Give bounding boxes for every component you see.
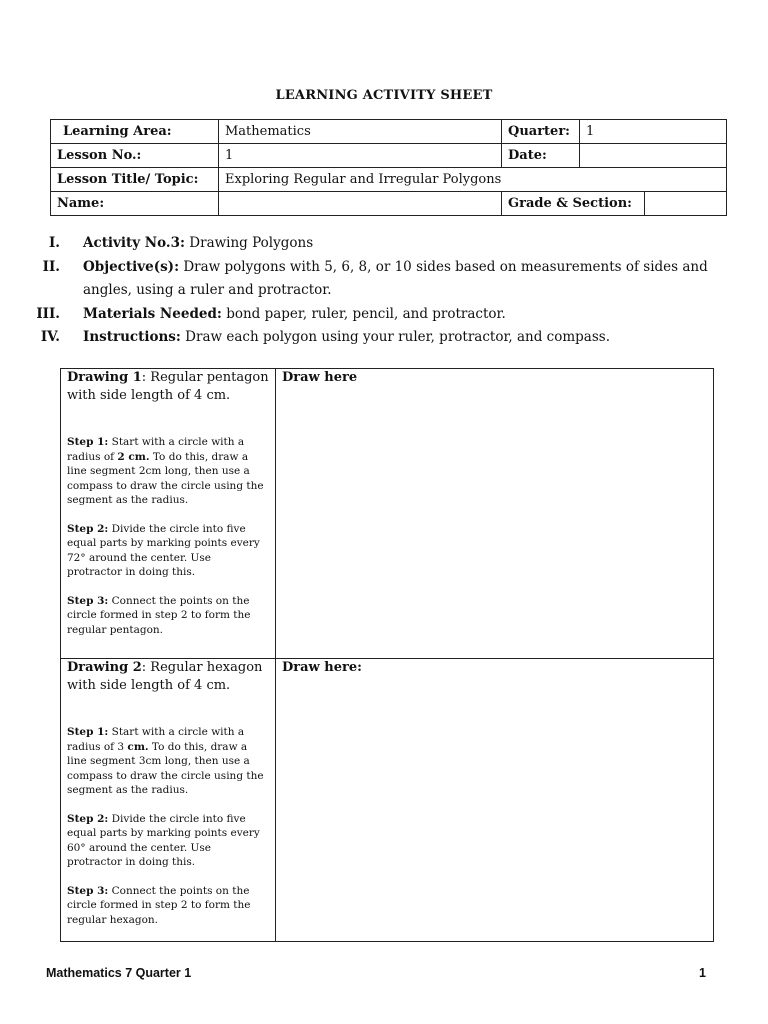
grade-section-label: Grade & Section: [502,192,645,216]
name-label: Name: [51,192,219,216]
table-row [51,192,727,216]
drawing-1-heading [67,369,269,405]
step-label: Step 2: [67,812,109,825]
page-footer [46,966,706,980]
table-row [51,144,727,168]
section-instructions [30,326,730,350]
learning-area-label: Learning Area: [51,120,219,144]
drawing-2-draw-area-label: Draw here: [282,660,362,675]
section-number: III. [36,305,60,322]
drawing-2-instructions [67,659,269,927]
lesson-title-label: Lesson Title/ Topic: [51,168,219,192]
learning-area-value: Mathematics [219,120,502,144]
step-text: Start with a circle with a radius of 3 [67,726,245,753]
step-label: Step 1: [67,436,109,448]
step-text: To do this, draw a line segment 2cm long, then use a compass to draw the circle using the segment as the radius. [67,450,264,506]
section-number: IV. [40,329,60,345]
step-text-bold: cm. [127,740,149,753]
section-text: Draw polygons with 5, 6, 8, or 10 sides based on measurements of sides and angles, using a ruler and protractor. [83,258,708,298]
grade-section-field[interactable] [645,192,727,216]
footer-text: Mathematics 7 Quarter 1 [46,966,192,980]
section-number: II. [42,258,60,275]
section-text: Drawing Polygons [185,235,314,251]
step-1 [67,725,269,798]
quarter-label: Quarter: [502,120,580,144]
step-label: Step 1: [67,726,109,738]
name-field[interactable] [219,192,502,216]
lesson-info-table [50,119,727,216]
drawing-2-heading [67,659,269,695]
drawing-label: Drawing 2 [67,660,142,675]
step-label: Step 3: [67,884,109,897]
step-2 [67,812,269,870]
section-activity [30,232,730,256]
step-label: Step 3: [67,594,109,607]
section-label: Materials Needed: [83,305,222,322]
section-objectives [30,256,730,303]
step-text: Connect the points on the circle formed in step 2 to form the regular hexagon. [67,884,251,926]
section-label: Objective(s): [83,258,180,275]
section-materials [30,303,730,327]
section-number: I. [48,235,60,251]
instruction-sections [30,232,730,350]
drawing-1-instructions [67,369,269,637]
step-3 [67,884,269,928]
lesson-no-value: 1 [219,144,502,168]
step-1 [67,435,269,508]
drawing-description: : Regular pentagon with side length of 4 cm. [67,370,269,403]
table-row [51,168,727,192]
section-text: bond paper, ruler, pencil, and protractor. [221,305,506,322]
lesson-title-value: Exploring Regular and Irregular Polygons [219,168,727,192]
step-text: Start with a circle with a radius of [67,436,245,463]
drawing-description: : Regular hexagon with side length of 4 cm. [67,660,263,693]
page-number: 1 [699,966,706,980]
step-3 [67,594,269,638]
section-label: Activity No.3: [83,235,185,251]
step-text: Divide the circle into five equal parts by marking points every 60° around the center. Use protractor in doing this. [67,812,260,868]
drawing-1-draw-area-label: Draw here [282,370,358,385]
drawing-label: Drawing 1 [67,370,142,385]
step-label: Step 2: [67,522,109,535]
section-label: Instructions: [83,329,181,345]
date-label: Date: [502,144,580,168]
step-text-bold: 2 cm. [117,450,150,463]
page-title: LEARNING ACTIVITY SHEET [275,88,493,103]
column-divider [275,369,276,941]
step-text: To do this, draw a line segment 3cm long, then use a compass to draw the circle using the segment as the radius. [67,740,264,796]
step-text: Divide the circle into five equal parts by marking points every 72° around the center. Use protractor in doing this. [67,522,260,578]
date-field[interactable] [580,144,727,168]
section-text: Draw each polygon using your ruler, protractor, and compass. [180,329,610,345]
drawing-table [60,368,714,942]
table-row [51,120,727,144]
step-2 [67,522,269,580]
step-text: Connect the points on the circle formed in step 2 to form the regular pentagon. [67,594,251,636]
lesson-no-label: Lesson No.: [51,144,219,168]
quarter-value: 1 [580,120,727,144]
